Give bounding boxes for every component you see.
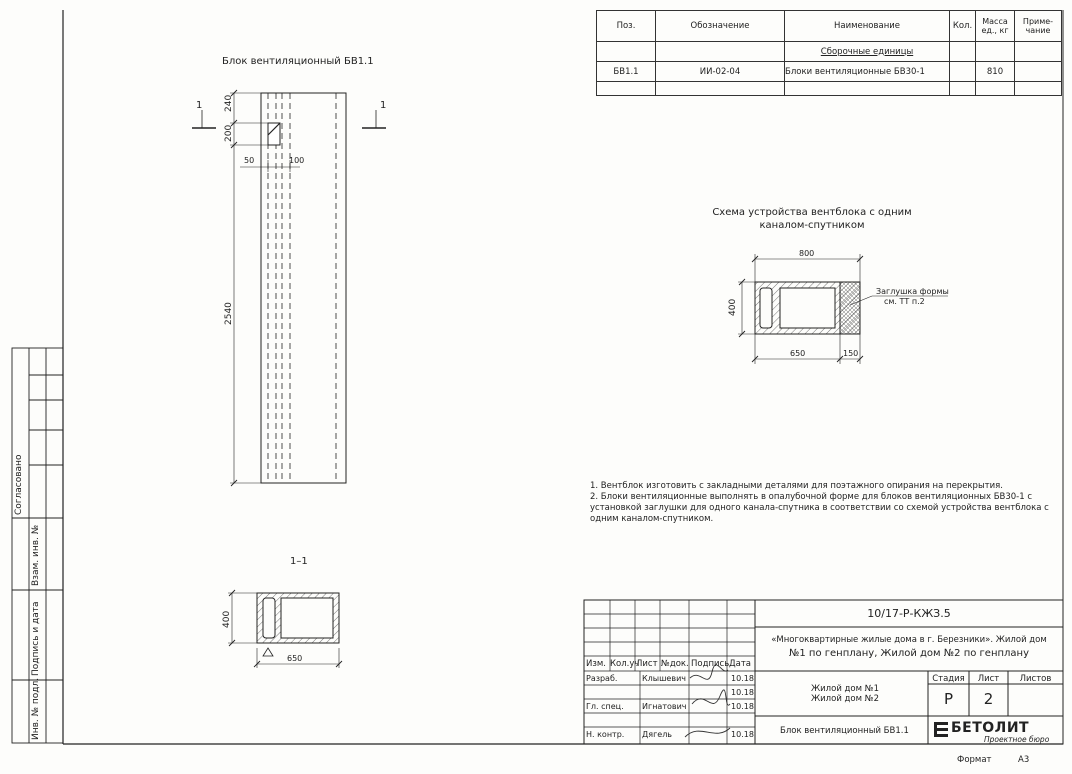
margin-sign-date-label: Подпись и дата xyxy=(31,601,41,676)
spec-header-qty: Кол. xyxy=(950,11,976,42)
person-role: Гл. спец. xyxy=(586,702,624,711)
format-value: А3 xyxy=(1018,755,1030,765)
sheet-value: 2 xyxy=(983,690,994,708)
note-line: одним каналом-спутником. xyxy=(590,514,714,524)
spec-designation: ИИ-02-04 xyxy=(656,62,785,82)
main-drawing-title: Блок вентиляционный БВ1.1 xyxy=(222,56,374,67)
scheme-dim-width: 800 xyxy=(799,249,815,258)
scheme-dim-height: 400 xyxy=(728,298,738,316)
stage-label: Стадия xyxy=(932,674,965,684)
spec-pos: БВ1.1 xyxy=(597,62,656,82)
scheme-title-2: каналом-спутником xyxy=(759,220,865,231)
note-line: 2. Блоки вентиляционные выполнять в опалубочной форме для блоков вентиляционных БВ30-1 с xyxy=(590,492,1033,502)
person-name: Клышевич xyxy=(642,674,686,683)
object-2: Жилой дом №2 xyxy=(811,694,879,704)
dim-height: 2540 xyxy=(224,302,234,325)
margin-inv-orig-label: Инв. № подл. xyxy=(31,677,41,740)
person-role: Н. контр. xyxy=(586,730,625,739)
scheme-dim-main: 650 xyxy=(790,349,806,358)
spec-header-note: Приме- чание xyxy=(1015,11,1062,42)
person-role: Разраб. xyxy=(586,674,618,683)
person-date: 10.18 xyxy=(731,674,754,683)
company-logo-icon xyxy=(934,722,948,738)
col-header-izm: Изм. xyxy=(586,659,606,669)
scheme-title-1: Схема устройства вентблока с одним xyxy=(712,207,912,218)
stage-value: Р xyxy=(943,690,954,708)
plug-label-1: Заглушка формы xyxy=(876,287,949,296)
section-title: 1–1 xyxy=(290,556,308,567)
person-date: 10.18 xyxy=(731,702,754,711)
col-header-date: Дата xyxy=(729,659,752,669)
object-1: Жилой дом №1 xyxy=(811,684,879,694)
company-name: БЕТОЛИТ xyxy=(951,720,1030,736)
doc-name: Блок вентиляционный БВ1.1 xyxy=(780,726,909,736)
spec-mass: 810 xyxy=(976,62,1015,82)
person-date: 10.18 xyxy=(731,688,754,697)
spec-header-designation: Обозначение xyxy=(656,11,785,42)
section-mark-left: 1 xyxy=(196,100,203,111)
note-line: установкой заглушки для одного канала-спутника в соответствии со схемой устройства вентблока с xyxy=(590,503,1049,513)
col-header-ndoc: №док. xyxy=(661,659,689,669)
spec-header-mass: Масса ед., кг xyxy=(976,11,1015,42)
spec-header-pos: Поз. xyxy=(597,11,656,42)
spec-name: Блоки вентиляционные БВ30-1 xyxy=(785,62,950,82)
note-line: 1. Вентблок изготовить с закладными деталями для поэтажного опирания на перекрытия. xyxy=(590,481,1003,491)
format-label: Формат xyxy=(957,755,992,765)
company-sub: Проектное бюро xyxy=(984,735,1050,744)
person-name: Игнатович xyxy=(642,702,687,711)
doc-code: 10/17-Р-КЖЗ.5 xyxy=(867,607,951,620)
scheme-dim-side: 150 xyxy=(843,349,859,358)
dim-right-offset: 100 xyxy=(289,156,305,165)
sheets-label: Листов xyxy=(1019,674,1052,684)
section-dim-width: 650 xyxy=(287,654,303,663)
project-line-2: №1 по генплану, Жилой дом №2 по генплану xyxy=(788,648,1030,659)
spec-section-title: Сборочные единицы xyxy=(785,42,950,62)
section-dim-height: 400 xyxy=(222,610,232,628)
col-header-koluch: Кол.уч xyxy=(610,659,640,669)
col-header-list: Лист xyxy=(636,659,658,669)
section-mark-right: 1 xyxy=(380,100,387,111)
col-header-sign: Подпись xyxy=(691,659,730,669)
person-date: 10.18 xyxy=(731,730,754,739)
dim-left-offset: 50 xyxy=(244,156,255,165)
dim-opening: 200 xyxy=(224,124,234,142)
project-line-1: «Многоквартирные жилые дома в г. Березники». Жилой дом xyxy=(771,635,1047,645)
sheet-label: Лист xyxy=(977,674,1000,684)
plug-label-2: см. ТТ п.2 xyxy=(884,297,925,306)
dim-top: 240 xyxy=(224,94,234,112)
spec-header-name: Наименование xyxy=(785,11,950,42)
margin-inv-replace-label: Взам. инв. № xyxy=(31,524,41,586)
person-name: Дягель xyxy=(642,730,673,739)
margin-agreed-label: Согласовано xyxy=(14,454,24,515)
